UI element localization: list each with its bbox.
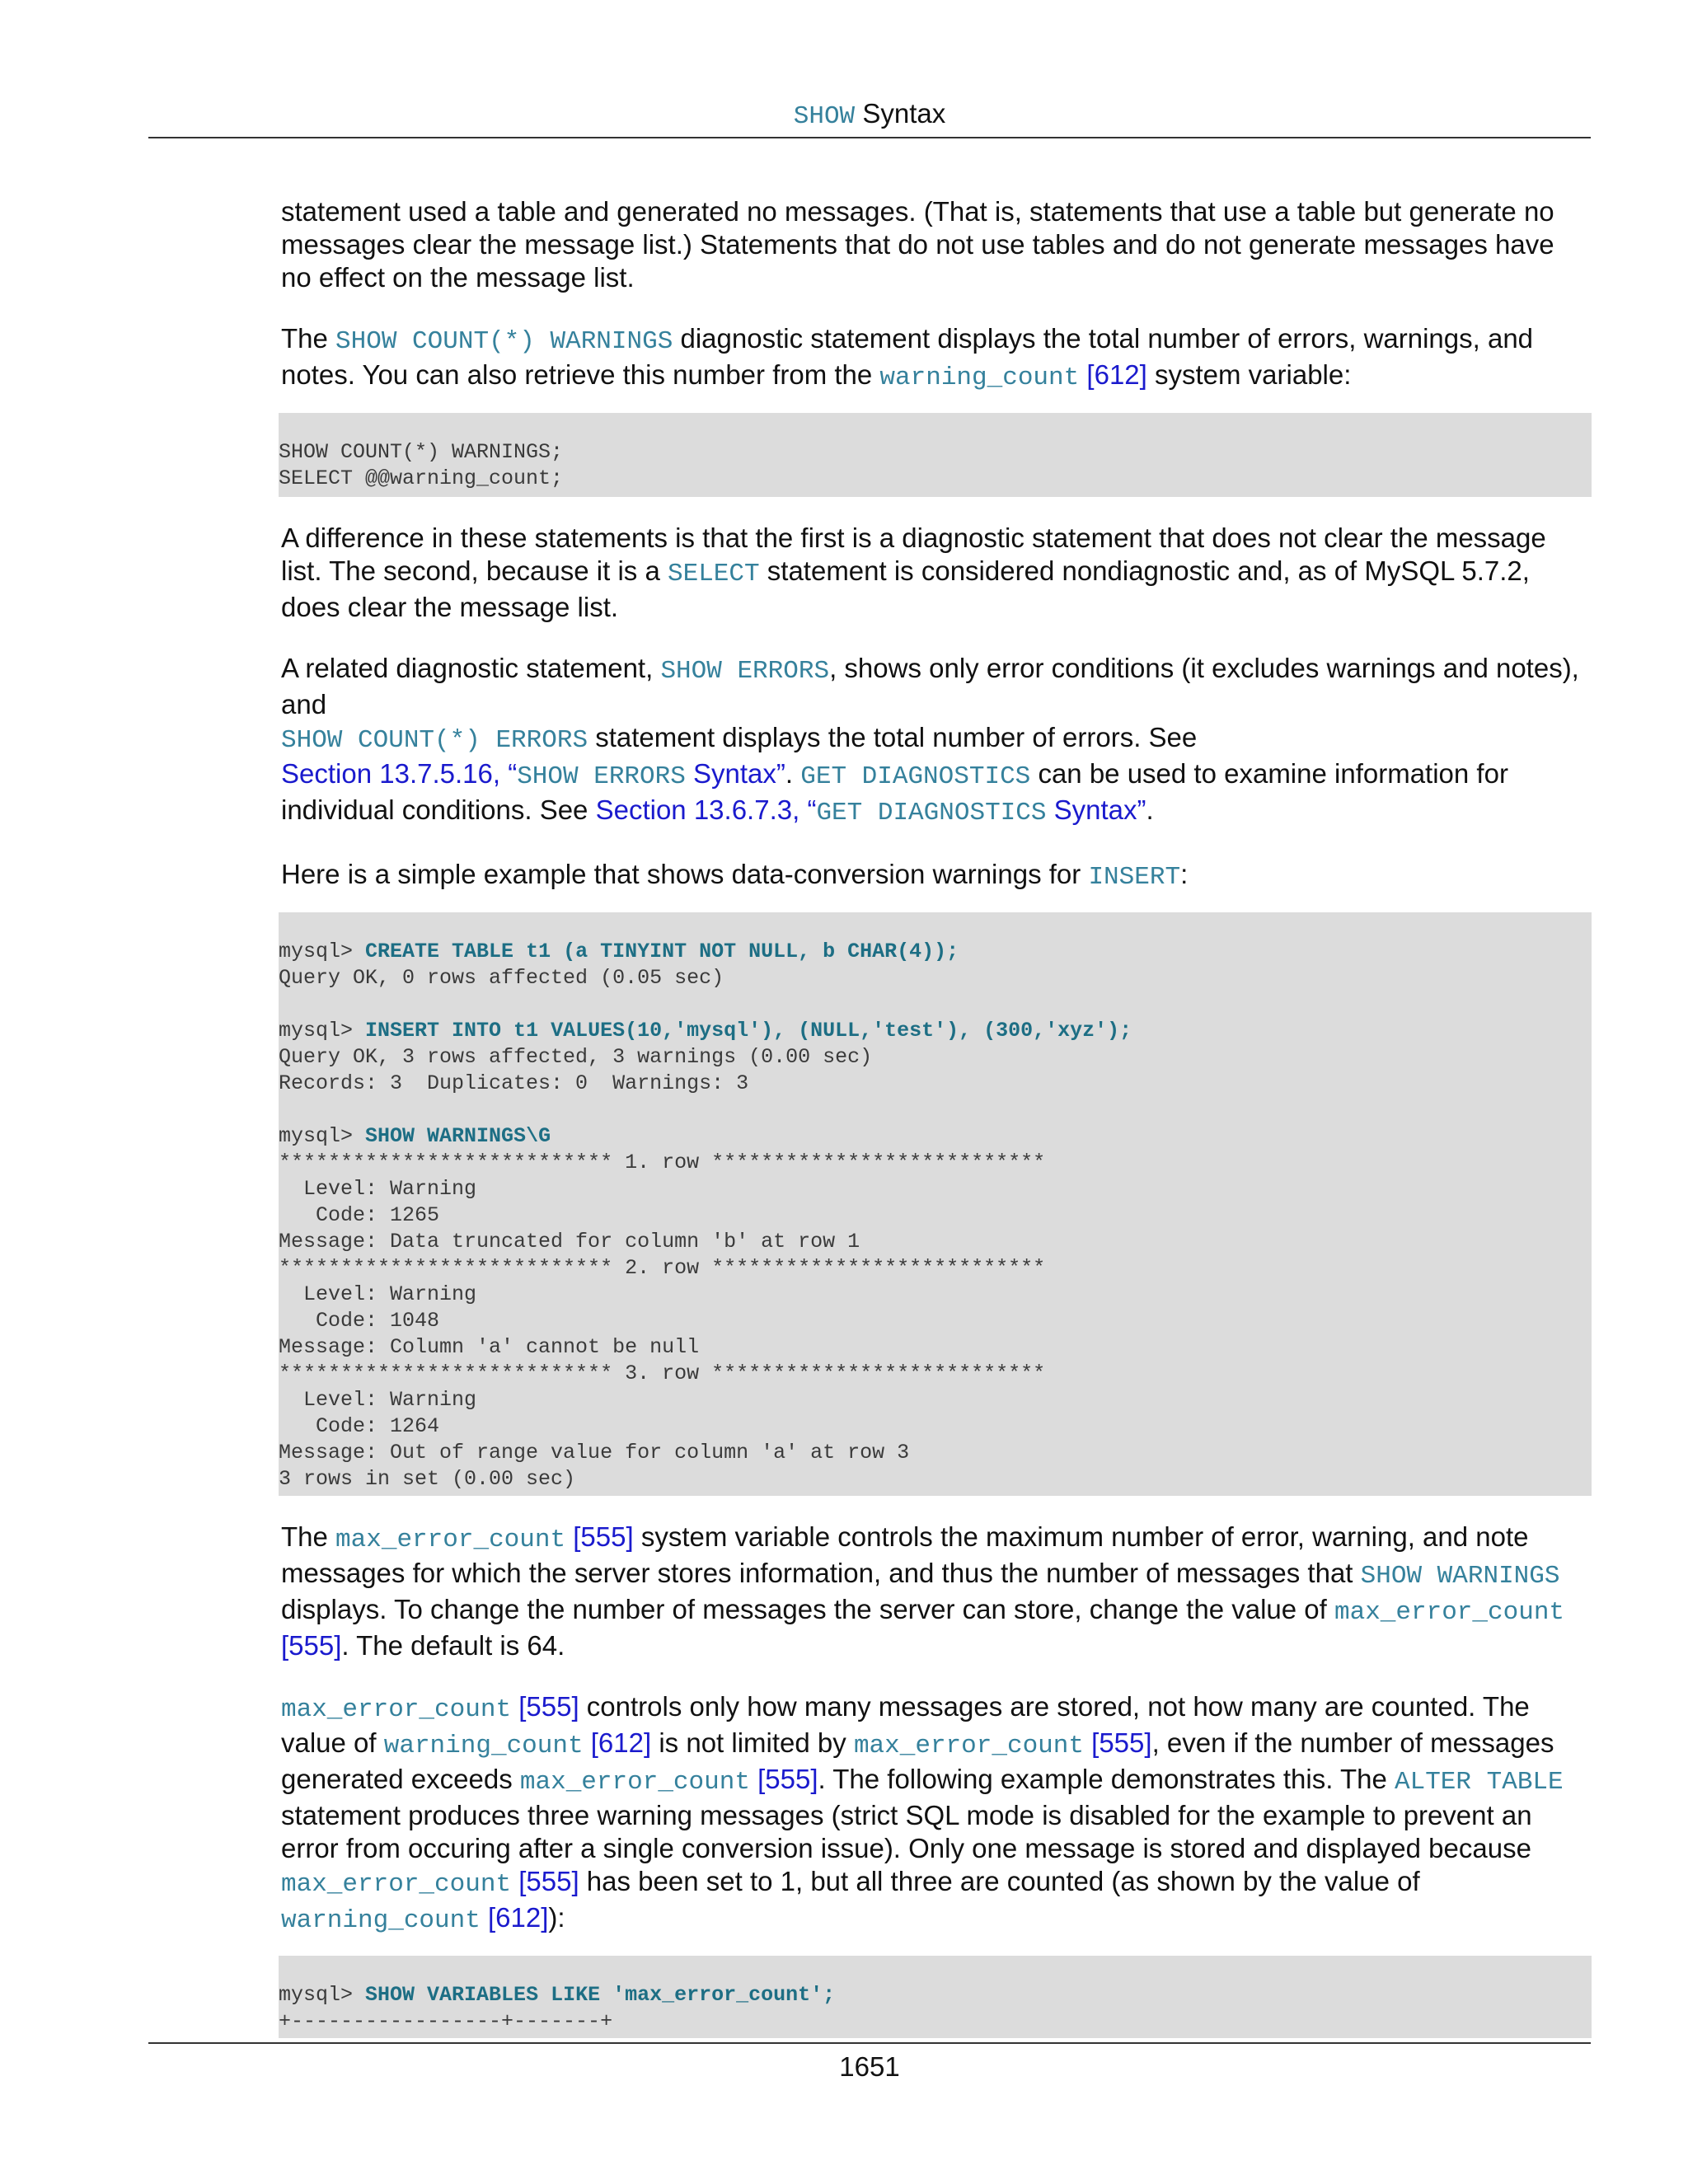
- inline-code: max_error_count: [519, 1768, 750, 1797]
- page-header: [148, 96, 1591, 135]
- code-line: Message: Out of range value for column 'a' at row 3: [279, 1441, 910, 1465]
- code-line: 3 rows in set (0.00 sec): [279, 1467, 576, 1491]
- code-line: SELECT @@warning_count;: [279, 466, 564, 490]
- code-line: *************************** 2. row ***************************: [279, 1256, 1046, 1280]
- reference-link[interactable]: [555]: [757, 1764, 818, 1794]
- code-line: Message: Column 'a' cannot be null: [279, 1335, 700, 1359]
- section-link-show-errors[interactable]: Section 13.7.5.16, “SHOW ERRORS Syntax”: [281, 758, 785, 791]
- header-code: SHOW: [793, 102, 856, 131]
- code-line: mysql> INSERT INTO t1 VALUES(10,'mysql'), (NULL,'test'), (300,'xyz');: [279, 1019, 1132, 1043]
- code-line: Code: 1264: [279, 1414, 440, 1438]
- reference-link[interactable]: [555]: [1091, 1727, 1152, 1758]
- code-line: +-----------------+-------+: [279, 2009, 613, 2033]
- paragraph-6: The max_error_count [555] system variable controls the maximum number of error, warning, and note messages for which the server stores information, and thus the number of messages that SHOW WARNINGS displays. To change the number of messages the server can store, change the value of max_error_count [555]. The default is 64.: [281, 1521, 1565, 1661]
- inline-code: SELECT: [667, 560, 760, 588]
- inline-code: max_error_count: [853, 1732, 1084, 1760]
- paragraph-3: A difference in these statements is that the first is a diagnostic statement that does not clear the message list. The second, because it is a SELECT statement is considered nondiagnostic and, as of MySQL 5.7.2, does clear the message list.: [281, 523, 1546, 622]
- inline-code: SHOW ERRORS: [660, 657, 830, 686]
- code-line: SHOW COUNT(*) WARNINGS;: [279, 440, 564, 464]
- inline-code: GET DIAGNOSTICS: [800, 762, 1031, 791]
- inline-code: warning_count: [281, 1906, 481, 1935]
- code-line: Level: Warning: [279, 1177, 477, 1201]
- reference-link[interactable]: [555]: [281, 1630, 342, 1661]
- inline-code: max_error_count: [281, 1870, 512, 1899]
- code-line: mysql> CREATE TABLE t1 (a TINYINT NOT NULL, b CHAR(4));: [279, 940, 959, 963]
- page-content: [281, 195, 1592, 2038]
- code-line: *************************** 1. row ***************************: [279, 1151, 1046, 1174]
- code-line: Message: Data truncated for column 'b' at row 1: [279, 1230, 860, 1254]
- code-line: mysql> SHOW VARIABLES LIKE 'max_error_count';: [279, 1983, 836, 2007]
- code-line: Query OK, 3 rows affected, 3 warnings (0.00 sec): [279, 1045, 873, 1069]
- inline-code: INSERT: [1088, 863, 1181, 892]
- footer-rule: [148, 2042, 1591, 2044]
- reference-link[interactable]: [555]: [518, 1691, 579, 1722]
- code-line: mysql> SHOW WARNINGS\G: [279, 1124, 551, 1148]
- header-title: Syntax: [862, 98, 946, 129]
- reference-link[interactable]: [612]: [488, 1902, 549, 1933]
- section-link-get-diagnostics[interactable]: Section 13.6.7.3, “GET DIAGNOSTICS Syntax”: [595, 794, 1146, 827]
- reference-link[interactable]: [555]: [518, 1866, 579, 1896]
- code-line: Level: Warning: [279, 1282, 477, 1306]
- page-number: 1651: [839, 2051, 900, 2082]
- inline-code: max_error_count: [335, 1526, 566, 1554]
- inline-code: SHOW WARNINGS: [1360, 1562, 1560, 1591]
- inline-code: SHOW COUNT(*) ERRORS: [281, 726, 588, 755]
- code-line: Code: 1048: [279, 1309, 440, 1333]
- inline-code: warning_count: [383, 1732, 584, 1760]
- paragraph-4: A related diagnostic statement, SHOW ERRORS, shows only error conditions (it excludes warnings and notes), and SHOW COUNT(*) ERRORS statement displays the total number of errors. See Section 13.7.5.16, “SHOW ERRORS Syntax”. GET DIAGNOSTICS can be used to examine information for individual conditions. See Section 13.6.7.3, “GET DIAGNOSTICS Syntax”.: [281, 653, 1579, 827]
- code-line: Records: 3 Duplicates: 0 Warnings: 3: [279, 1071, 749, 1095]
- paragraph-1: statement used a table and generated no messages. (That is, statements that use a table but generate no messages clear the message list.) Statements that do not use tables and do not generate messages have no effect on the message list.: [281, 196, 1554, 293]
- code-line: Code: 1265: [279, 1203, 440, 1227]
- code-block-1: [279, 413, 1592, 497]
- paragraph-2: The SHOW COUNT(*) WARNINGS diagnostic statement displays the total number of errors, warnings, and notes. You can also retrieve this number from the warning_count [612] system variable:: [281, 323, 1534, 392]
- reference-link[interactable]: [555]: [573, 1521, 634, 1552]
- paragraph-7: max_error_count [555] controls only how many messages are stored, not how many are counted. The value of warning_count [612] is not limited by max_error_count [555], even if the number of messages generated exceeds max_error_count [555]. The following example demonstrates this. The ALTER TABLE statement produces three warning messages (strict SQL mode is disabled for the example to prevent an error from occuring after a single conversion issue). Only one message is stored and displayed because max_error_count [555] has been set to 1, but all three are counted (as shown by the value of warning_count [612]):: [281, 1691, 1564, 1935]
- inline-code: max_error_count: [281, 1695, 512, 1724]
- reference-link[interactable]: [612]: [590, 1727, 652, 1758]
- code-line: Query OK, 0 rows affected (0.05 sec): [279, 966, 724, 990]
- inline-code: SHOW COUNT(*) WARNINGS: [335, 327, 673, 356]
- code-line: *************************** 3. row ***************************: [279, 1361, 1046, 1385]
- code-line: Level: Warning: [279, 1388, 477, 1412]
- inline-code: ALTER TABLE: [1395, 1768, 1564, 1797]
- inline-code: max_error_count: [1334, 1598, 1565, 1627]
- header-rule: [148, 137, 1591, 138]
- reference-link[interactable]: [612]: [1086, 359, 1147, 390]
- inline-code: warning_count: [879, 363, 1080, 392]
- code-block-2: [279, 912, 1592, 1496]
- code-block-3: [279, 1956, 1592, 2038]
- paragraph-5: Here is a simple example that shows data-conversion warnings for INSERT:: [281, 859, 1189, 892]
